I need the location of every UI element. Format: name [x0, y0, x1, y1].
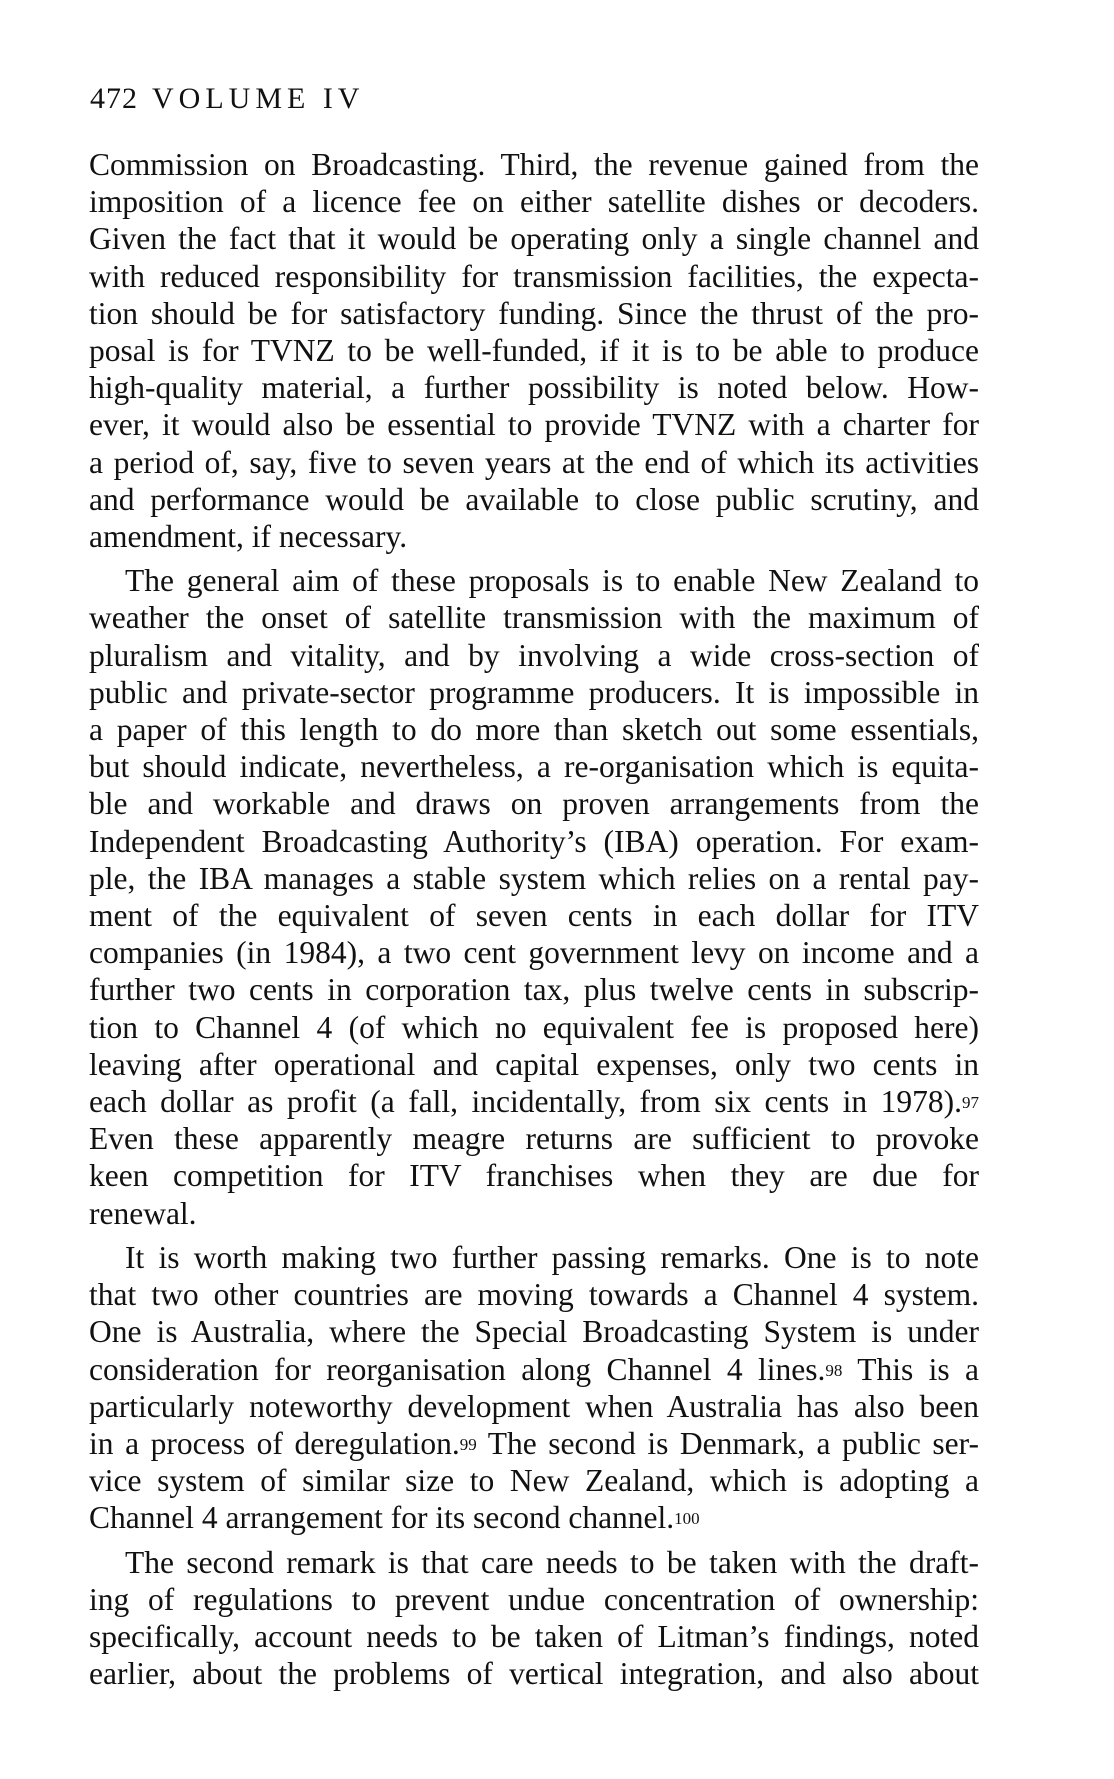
text-line: ever, it would also be essential to provide TVNZ with a charter for — [89, 407, 979, 443]
text-line: particularly noteworthy development when Australia has also been — [89, 1388, 979, 1424]
text-line: companies (in 1984), a two cent government levy on income and a — [89, 935, 979, 971]
footnote-ref: 99 — [459, 1434, 477, 1454]
line-text: Channel 4 arrangement for its second channel. — [89, 1500, 675, 1536]
text-line: Independent Broadcasting Authority’s (IBA) operation. For exam- — [89, 823, 979, 859]
text-line: tion should be for satisfactory funding. Since the thrust of the pro- — [89, 295, 979, 331]
line-text: each dollar as profit (a fall, incidentally, from six cents in 1978). — [89, 1084, 962, 1120]
paragraph-3 — [89, 1239, 979, 1537]
text-line: high-quality material, a further possibility is noted below. How- — [89, 370, 979, 406]
body-text — [89, 146, 979, 1699]
text-line: Commission on Broadcasting. Third, the revenue gained from the — [89, 147, 979, 182]
text-line: One is Australia, where the Special Broadcasting System is under — [89, 1314, 979, 1350]
text-line: and performance would be available to close public scrutiny, and — [89, 481, 979, 517]
page-number: 472 — [90, 82, 138, 115]
text-line: imposition of a licence fee on either satellite dishes or decoders. — [89, 184, 979, 220]
text-line: It is worth making two further passing remarks. One is to note — [125, 1239, 979, 1275]
text-line-with-footnote — [89, 1351, 979, 1388]
running-head — [90, 82, 364, 116]
text-line: further two cents in corporation tax, plus twelve cents in subscrip- — [89, 972, 979, 1008]
text-line: specifically, account needs to be taken of Litman’s findings, noted — [89, 1618, 979, 1654]
text-line-with-footnote — [89, 1083, 979, 1120]
text-line: vice system of similar size to New Zealand, which is adopting a — [89, 1463, 979, 1499]
text-line: tion to Channel 4 (of which no equivalent fee is proposed here) — [89, 1009, 979, 1045]
text-line: ment of the equivalent of seven cents in each dollar for ITV — [89, 898, 979, 934]
text-line: a paper of this length to do more than sketch out some essentials, — [89, 712, 979, 748]
text-line: The second remark is that care needs to be taken with the draft- — [125, 1544, 979, 1580]
paragraph-1 — [89, 146, 979, 555]
line-text: in a process of deregulation. — [89, 1425, 460, 1461]
text-line-with-footnote — [89, 1499, 979, 1536]
volume-title: VOLUME IV — [152, 82, 365, 115]
text-line: pluralism and vitality, and by involving a wide cross-section of — [89, 637, 979, 673]
text-line: a period of, say, five to seven years at the end of which its activities — [89, 444, 979, 480]
text-line: that two other countries are moving towards a Channel 4 system. — [89, 1277, 979, 1313]
text-line: The general aim of these proposals is to enable New Zealand to — [125, 563, 979, 599]
text-line: weather the onset of satellite transmission with the maximum of — [89, 600, 979, 636]
text-line-with-footnote — [89, 1425, 979, 1462]
text-line: earlier, about the problems of vertical integration, and also about — [89, 1656, 979, 1692]
text-line: renewal. — [89, 1195, 197, 1231]
text-line: keen competition for ITV franchises when they are due for — [89, 1158, 979, 1194]
text-line: but should indicate, nevertheless, a re-organisation which is equita- — [89, 749, 979, 785]
text-line: public and private-sector programme producers. It is impossible in — [89, 674, 979, 710]
line-text: consideration for reorganisation along Channel 4 lines. — [89, 1351, 826, 1387]
text-line: ing of regulations to prevent undue concentration of ownership: — [89, 1581, 979, 1617]
paragraph-2 — [89, 562, 979, 1232]
text-line: ble and workable and draws on proven arrangements from the — [89, 786, 979, 822]
footnote-ref: 100 — [674, 1509, 700, 1529]
line-text: This is a — [842, 1351, 979, 1387]
text-line: amendment, if necessary. — [89, 519, 408, 555]
text-line: Even these apparently meagre returns are sufficient to provoke — [89, 1121, 979, 1157]
text-line: Given the fact that it would be operating only a single channel and — [89, 221, 979, 257]
text-line: leaving after operational and capital expenses, only two cents in — [89, 1046, 979, 1082]
footnote-ref: 97 — [962, 1093, 979, 1113]
text-line: with reduced responsibility for transmission facilities, the expecta- — [89, 258, 979, 294]
footnote-ref: 98 — [825, 1360, 843, 1380]
line-text: The second is Denmark, a public ser- — [476, 1425, 979, 1461]
paragraph-4 — [89, 1544, 979, 1693]
text-line: ple, the IBA manages a stable system which relies on a rental pay- — [89, 860, 979, 896]
text-line: posal is for TVNZ to be well-funded, if it is to be able to produce — [89, 333, 979, 369]
